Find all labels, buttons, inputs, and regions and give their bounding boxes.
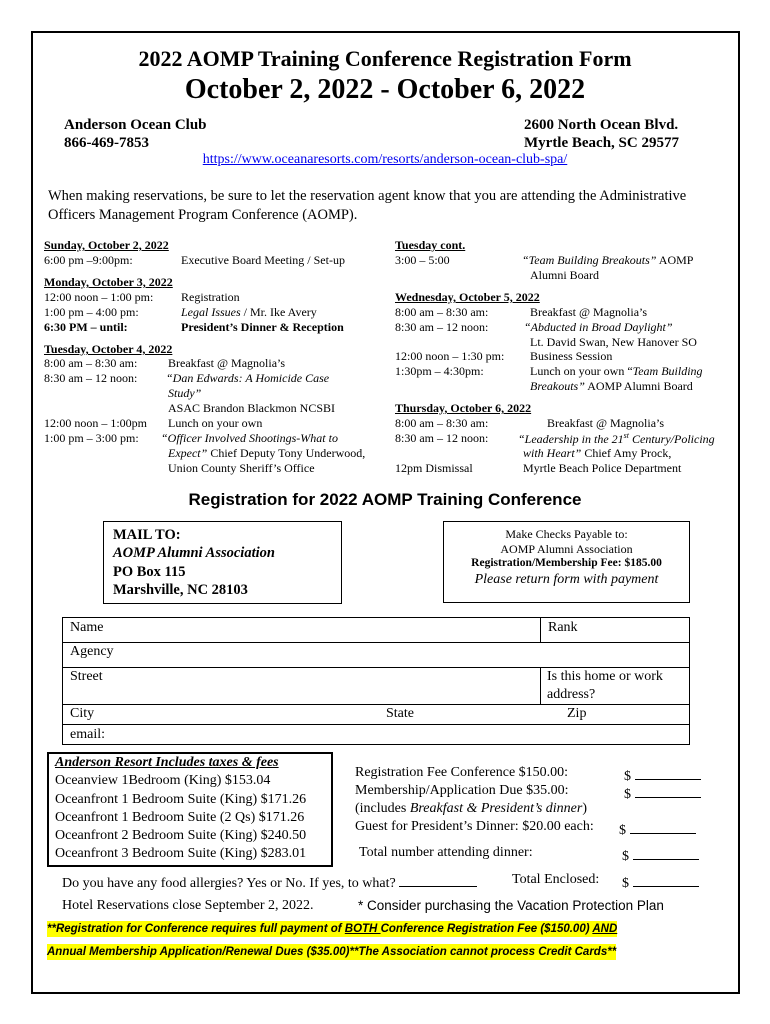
col-divider <box>540 667 541 704</box>
tuesday-desc-4b: Expect” Chief Deputy Tony Underwood, <box>168 446 366 460</box>
total-enclosed-label: Total Enclosed: <box>512 872 600 887</box>
wednesday-desc-4a: Lunch on your own “Team Building <box>530 364 703 378</box>
mail-to-box-number: PO Box 115 <box>113 564 186 580</box>
tuesday-cont-time-1: 3:00 – 5:00 <box>395 253 450 267</box>
monday-heading: Monday, October 3, 2022 <box>44 275 173 289</box>
resort-heading: Anderson Resort Includes taxes & fees <box>55 755 279 770</box>
tuesday-cont-heading: Tuesday cont. <box>395 238 466 252</box>
wednesday-time-2: 8:30 am – 12 noon: <box>395 320 489 334</box>
total-enclosed-blank[interactable]: $ <box>622 872 699 892</box>
thursday-desc-2a: “Leadership in the 21st Century/Policing <box>518 431 715 446</box>
thursday-time-1: 8:00 am – 8:30 am: <box>395 416 489 430</box>
tuesday-cont-desc-1a: “Team Building Breakouts” AOMP <box>522 253 694 267</box>
monday-time-3: 6:30 PM – until: <box>44 320 128 334</box>
street-field[interactable]: Street <box>70 669 103 684</box>
registration-heading: Registration for 2022 AOMP Training Conference <box>188 490 582 509</box>
col-divider <box>540 617 541 642</box>
state-field[interactable]: State <box>386 706 414 721</box>
membership-blank[interactable]: $ <box>624 783 701 803</box>
zip-field[interactable]: Zip <box>567 706 587 721</box>
resort-rate-3: Oceanfront 1 Bedroom Suite (2 Qs) $171.26 <box>55 810 305 825</box>
thursday-desc-2b: with Heart” Chief Amy Prock, <box>523 446 672 460</box>
tuesday-heading: Tuesday, October 4, 2022 <box>44 342 173 356</box>
reservations-close: Hotel Reservations close September 2, 2022. <box>62 898 314 913</box>
form-title: 2022 AOMP Training Conference Registration Form <box>138 46 632 71</box>
wednesday-desc-3: Business Session <box>530 349 613 363</box>
wednesday-time-4: 1:30pm – 4:30pm: <box>395 364 484 378</box>
tuesday-time-2: 8:30 am – 12 noon: <box>44 371 138 385</box>
payment-notice-line-2: Annual Membership Application/Renewal Dues ($35.00)**The Association cannot process Credit Cards** <box>47 946 617 958</box>
mail-to-org: AOMP Alumni Association <box>113 545 275 561</box>
resort-rate-4: Oceanfront 2 Bedroom Suite (King) $240.50 <box>55 828 307 843</box>
agency-field[interactable]: Agency <box>70 644 114 659</box>
tuesday-time-1: 8:00 am – 8:30 am: <box>44 356 138 370</box>
tuesday-desc-4c: Union County Sheriff’s Office <box>168 461 315 475</box>
venue-name: Anderson Ocean Club <box>64 117 207 133</box>
monday-desc-1: Registration <box>181 290 240 304</box>
return-line: Please return form with payment <box>474 572 659 587</box>
monday-time-2: 1:00 pm – 4:00 pm: <box>44 305 139 319</box>
thursday-desc-3: Myrtle Beach Police Department <box>523 461 682 475</box>
rank-field[interactable]: Rank <box>548 620 578 635</box>
tuesday-cont-desc-1b: Alumni Board <box>530 268 599 282</box>
row-divider <box>62 642 690 643</box>
guest-dinner-label: Guest for President’s Dinner: $20.00 each: <box>355 819 594 834</box>
tuesday-desc-3: Lunch on your own <box>168 416 263 430</box>
resort-rate-1: Oceanview 1Bedroom (King) $153.04 <box>55 773 271 788</box>
tuesday-time-3: 12:00 noon – 1:00pm <box>44 416 148 430</box>
wednesday-desc-2b: Lt. David Swan, New Hanover SO <box>530 335 697 349</box>
checks-org: AOMP Alumni Association <box>500 542 633 556</box>
tuesday-desc-4a: “Officer Involved Shootings-What to <box>161 431 338 445</box>
resort-rate-2: Oceanfront 1 Bedroom Suite (King) $171.26 <box>55 792 307 807</box>
row-divider <box>62 724 690 725</box>
thursday-desc-1: Breakfast @ Magnolia’s <box>547 416 665 430</box>
tuesday-time-4: 1:00 pm – 3:00 pm: <box>44 431 139 445</box>
thursday-heading: Thursday, October 6, 2022 <box>395 401 532 415</box>
tuesday-desc-2c: ASAC Brandon Blackmon NCSBI <box>168 401 336 415</box>
tuesday-desc-1: Breakfast @ Magnolia’s <box>168 356 286 370</box>
name-field[interactable]: Name <box>70 620 104 635</box>
total-dinner-label: Total number attending dinner: <box>359 845 533 860</box>
payment-notice-line-1: **Registration for Conference requires full payment of BOTH Conference Registration Fee ($150.00) AND <box>47 923 618 935</box>
mail-to-city: Marshville, NC 28103 <box>113 582 248 598</box>
total-dinner-blank[interactable]: $ <box>622 845 699 865</box>
city-field[interactable]: City <box>70 706 95 721</box>
home-work-question-2: address? <box>547 687 596 702</box>
thursday-time-3: 12pm Dismissal <box>395 461 473 475</box>
wednesday-desc-1: Breakfast @ Magnolia’s <box>530 305 648 319</box>
sunday-heading: Sunday, October 2, 2022 <box>44 238 169 252</box>
thursday-time-2: 8:30 am – 12 noon: <box>395 431 489 445</box>
monday-time-1: 12:00 noon – 1:00 pm: <box>44 290 154 304</box>
wednesday-desc-4b: Breakouts” AOMP Alumni Board <box>530 379 693 393</box>
sunday-time-1: 6:00 pm –9:00pm: <box>44 253 133 267</box>
reg-fee-label: Registration Fee Conference $150.00: <box>355 765 569 780</box>
wednesday-desc-2a: “Abducted in Broad Daylight” <box>524 320 673 334</box>
conference-dates: October 2, 2022 - October 6, 2022 <box>184 74 586 105</box>
checks-label: Make Checks Payable to: <box>505 527 628 541</box>
fee-line: Registration/Membership Fee: $185.00 <box>471 557 662 569</box>
tuesday-desc-2b: Study” <box>168 386 202 400</box>
allergies-question[interactable]: Do you have any food allergies? Yes or No. If yes, to what? <box>62 872 477 892</box>
wednesday-heading: Wednesday, October 5, 2022 <box>395 290 540 304</box>
venue-phone: 866-469-7853 <box>64 135 149 151</box>
monday-desc-2: Legal Issues / Mr. Ike Avery <box>181 305 317 319</box>
wednesday-time-3: 12:00 noon – 1:30 pm: <box>395 349 505 363</box>
home-work-question-1[interactable]: Is this home or work <box>547 669 663 684</box>
intro-text: When making reservations, be sure to let the reservation agent know that you are attending the Administrative Officers Management Program Conference (AOMP). <box>48 188 687 223</box>
row-divider <box>62 704 690 705</box>
mail-to-label: MAIL TO: <box>113 527 181 543</box>
email-field[interactable]: email: <box>70 727 105 742</box>
wednesday-time-1: 8:00 am – 8:30 am: <box>395 305 489 319</box>
row-divider <box>62 667 690 668</box>
sunday-desc-1: Executive Board Meeting / Set-up <box>181 253 345 267</box>
venue-street: 2600 North Ocean Blvd. <box>524 117 679 133</box>
reg-fee-blank[interactable]: $ <box>624 765 701 785</box>
venue-website-link[interactable]: https://www.oceanaresorts.com/resorts/anderson-ocean-club-spa/ <box>202 152 568 167</box>
monday-desc-3: President’s Dinner & Reception <box>181 320 344 334</box>
tuesday-desc-2a: “Dan Edwards: A Homicide Case <box>166 371 330 385</box>
resort-rate-5: Oceanfront 3 Bedroom Suite (King) $283.01 <box>55 846 307 861</box>
includes-note: (includes Breakfast & President’s dinner) <box>355 801 588 816</box>
membership-label: Membership/Application Due $35.00: <box>355 783 569 798</box>
protection-plan-note: * Consider purchasing the Vacation Protection Plan <box>358 898 664 913</box>
venue-city: Myrtle Beach, SC 29577 <box>524 135 679 151</box>
guest-dinner-blank[interactable]: $ <box>619 819 696 839</box>
